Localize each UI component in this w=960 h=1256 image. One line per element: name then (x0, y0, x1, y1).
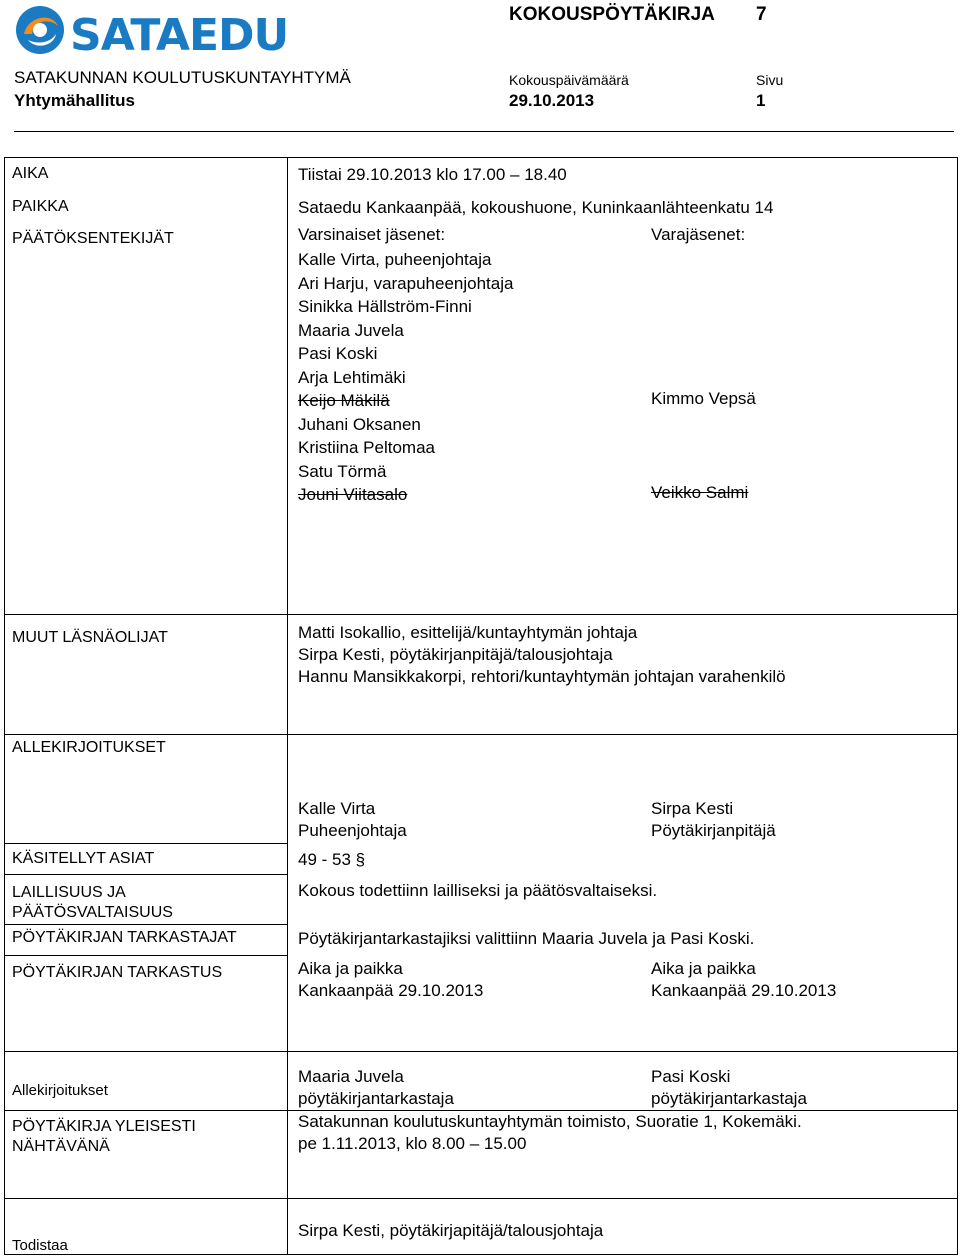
member: Kalle Virta, puheenjohtaja (298, 250, 492, 269)
page-label: Sivu (756, 72, 784, 88)
row-divider (4, 955, 288, 956)
member: Ari Harju, varapuheenjohtaja (298, 273, 514, 293)
row-divider (4, 614, 958, 615)
paikka-value: Sataedu Kankaanpää, kokoushuone, Kuninkaanlähteenkatu 14 (298, 198, 774, 217)
inspector-signature-1 (298, 1066, 454, 1110)
tarkastus-col-2 (651, 958, 836, 1002)
muut-list (298, 622, 786, 688)
muut-label: MUUT LÄSNÄOLIJAT (12, 629, 168, 646)
kasitellyt-value: 49 - 53 § (298, 850, 366, 869)
signature-name: Maaria Juvela (298, 1067, 404, 1086)
members-heading: Varsinaiset jäsenet: (298, 225, 446, 244)
member: Sinikka Hällström-Finni (298, 297, 472, 316)
attendee: Matti Isokallio, esittelijä/kuntayhtymän johtaja (298, 623, 638, 642)
member: Arja Lehtimäki (298, 367, 406, 387)
header-divider (14, 131, 954, 132)
signature-1 (298, 798, 407, 842)
signature-name: Kalle Virta (298, 799, 376, 818)
row-divider (4, 734, 958, 735)
deputies-heading: Varajäsenet: (651, 225, 746, 244)
laillisuus-label-line: LAILLISUUS JA (12, 884, 126, 901)
signature-2 (651, 798, 776, 842)
inspector-signature-2 (651, 1066, 807, 1110)
allekirjoitukset-label: ALLEKIRJOITUKSET (12, 739, 166, 756)
aika-label: AIKA (12, 165, 49, 182)
tarkastus-line: Kankaanpää 29.10.2013 (298, 981, 484, 1000)
signature-role: pöytäkirjantarkastaja (298, 1089, 454, 1108)
nahtavana-label (12, 1117, 196, 1157)
member: Pasi Koski (298, 344, 378, 363)
tarkastus-line: Aika ja paikka (651, 959, 756, 978)
table-column-divider (287, 157, 288, 1255)
signature-name: Pasi Koski (651, 1067, 731, 1086)
row-divider (4, 1051, 958, 1052)
logo-text: SATAEDU (70, 10, 289, 61)
member: Kristiina Peltomaa (298, 438, 436, 457)
signature-name: Sirpa Kesti (651, 799, 734, 818)
doc-number: 7 (756, 4, 767, 25)
tarkastus-label: PÖYTÄKIRJAN TARKASTUS (12, 964, 223, 981)
nahtavana-label-line: NÄHTÄVÄNÄ (12, 1138, 110, 1155)
signature-role: pöytäkirjantarkastaja (651, 1089, 807, 1108)
date-value: 29.10.2013 (509, 91, 595, 110)
member-absent: Keijo Mäkilä (298, 391, 390, 410)
deputy-present: Kimmo Vepsä (651, 389, 756, 408)
member: Maaria Juvela (298, 320, 404, 340)
signature-row-divider (4, 843, 288, 844)
doc-title: KOKOUSPÖYTÄKIRJA (509, 4, 715, 25)
laillisuus-label (12, 883, 173, 923)
kasitellyt-label: KÄSITELLYT ASIAT (12, 850, 155, 867)
deputy-absent: Veikko Salmi (651, 483, 749, 502)
tarkastus-line: Aika ja paikka (298, 959, 403, 978)
aika-value: Tiistai 29.10.2013 klo 17.00 – 18.40 (298, 165, 567, 184)
nahtavana-label-line: PÖYTÄKIRJA YLEISESTI (12, 1118, 196, 1135)
sataedu-swirl-icon (14, 4, 66, 56)
nahtavana-value (298, 1111, 802, 1155)
table-border-bottom (4, 1254, 958, 1255)
tarkastus-col-1 (298, 958, 483, 1002)
nahtavana-line: pe 1.11.2013, klo 8.00 – 15.00 (298, 1134, 527, 1153)
paatoksentekijat-label: PÄÄTÖKSENTEKIJÄT (12, 230, 174, 247)
laillisuus-value: Kokous todettiinn lailliseksi ja päätösvaltaiseksi. (298, 881, 658, 900)
body-name: Yhtymähallitus (14, 91, 135, 110)
tarkastajat-value: Pöytäkirjantarkastajiksi valittiinn Maaria Juvela ja Pasi Koski. (298, 929, 755, 948)
member: Satu Törmä (298, 461, 387, 481)
todistaa-label: Todistaa (12, 1237, 68, 1254)
org-name: SATAKUNNAN KOULUTUSKUNTAYHTYMÄ (14, 68, 351, 87)
allekirjoitukset2-label: Allekirjoitukset (12, 1082, 108, 1099)
logo (14, 4, 289, 61)
attendee: Sirpa Kesti, pöytäkirjanpitäjä/talousjohtaja (298, 645, 613, 664)
table-border-top (4, 157, 958, 158)
todistaa-value: Sirpa Kesti, pöytäkirjapitäjä/talousjohtaja (298, 1221, 604, 1240)
tarkastajat-label: PÖYTÄKIRJAN TARKASTAJAT (12, 929, 237, 946)
tarkastus-line: Kankaanpää 29.10.2013 (651, 981, 837, 1000)
table-border-left (4, 157, 5, 1255)
signature-role: Puheenjohtaja (298, 821, 407, 840)
members-list (298, 248, 513, 507)
row-divider (4, 924, 288, 925)
row-divider (4, 1198, 958, 1199)
page-value: 1 (756, 91, 766, 110)
signature-role: Pöytäkirjanpitäjä (651, 821, 776, 840)
row-divider (4, 874, 288, 875)
member: Juhani Oksanen (298, 414, 421, 434)
table-border-right (957, 157, 958, 1255)
date-label: Kokouspäivämäärä (509, 72, 629, 88)
attendee: Hannu Mansikkakorpi, rehtori/kuntayhtymän johtajan varahenkilö (298, 667, 786, 686)
nahtavana-line: Satakunnan koulutuskuntayhtymän toimisto, Suoratie 1, Kokemäki. (298, 1112, 802, 1131)
laillisuus-label-line: PÄÄTÖSVALTAISUUS (12, 904, 173, 921)
paikka-label: PAIKKA (12, 198, 69, 215)
member-absent: Jouni Viitasalo (298, 485, 408, 504)
